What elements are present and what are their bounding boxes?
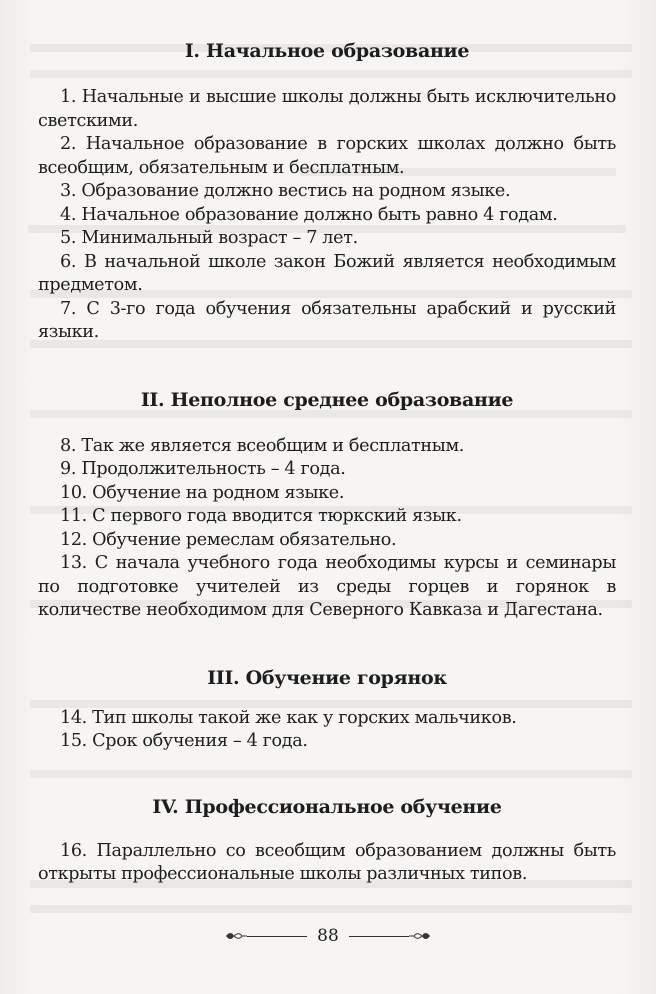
list-item: 14. Тип школы такой же как у горских мальчиков. (60, 707, 517, 728)
list-item: 1. Начальные и высшие школы должны быть исключительно светскими. (38, 87, 616, 131)
list-item: 11. С первого года вводится тюркский язык. (60, 506, 462, 526)
page-number: 88 (317, 926, 339, 946)
page-footer (0, 924, 656, 948)
page-content (38, 38, 616, 887)
bleed-through-line (30, 905, 632, 913)
list-item: 10. Обучение на родном языке. (60, 482, 345, 503)
list-item: 6. В начальной школе закон Божий является необходимым предметом. (38, 251, 616, 295)
right-ornament-icon (349, 931, 431, 941)
list-item: 16. Параллельно со всеобщим образованием должны быть открыты профессиональные школы различных типов. (38, 840, 616, 884)
left-ornament-icon (225, 931, 307, 941)
list-item: 2. Начальное образование в горских школах должно быть всеобщим, обязательным и бесплатным. (38, 134, 616, 178)
list-item: 13. С начала учебного года необходимы курсы и семинары по подготовке учителей из среды горцев и горянок в количестве необходимом для Северного Кавказа и Дагестана. (38, 553, 616, 620)
list-item: 4. Начальное образование должно быть равно 4 годам. (60, 204, 558, 225)
list-item: 7. С 3-го года обучения обязательны арабский и русский языки. (38, 298, 616, 342)
list-item: 9. Продолжительность – 4 года. (60, 459, 346, 479)
section-title: IV. Профессиональное обучение (152, 795, 502, 818)
list-item: 5. Минимальный возраст – 7 лет. (60, 228, 358, 248)
list-item: 12. Обучение ремеслам обязательно. (60, 529, 397, 550)
section-title: II. Неполное среднее образование (140, 388, 514, 411)
list-item: 3. Образование должно вестись на родном языке. (60, 181, 511, 201)
section-title: I. Начальное образование (184, 40, 470, 62)
section-title: III. Обучение горянок (207, 666, 447, 689)
list-item: 15. Срок обучения – 4 года. (60, 731, 308, 751)
list-item: 8. Так же является всеобщим и бесплатным. (60, 435, 465, 456)
